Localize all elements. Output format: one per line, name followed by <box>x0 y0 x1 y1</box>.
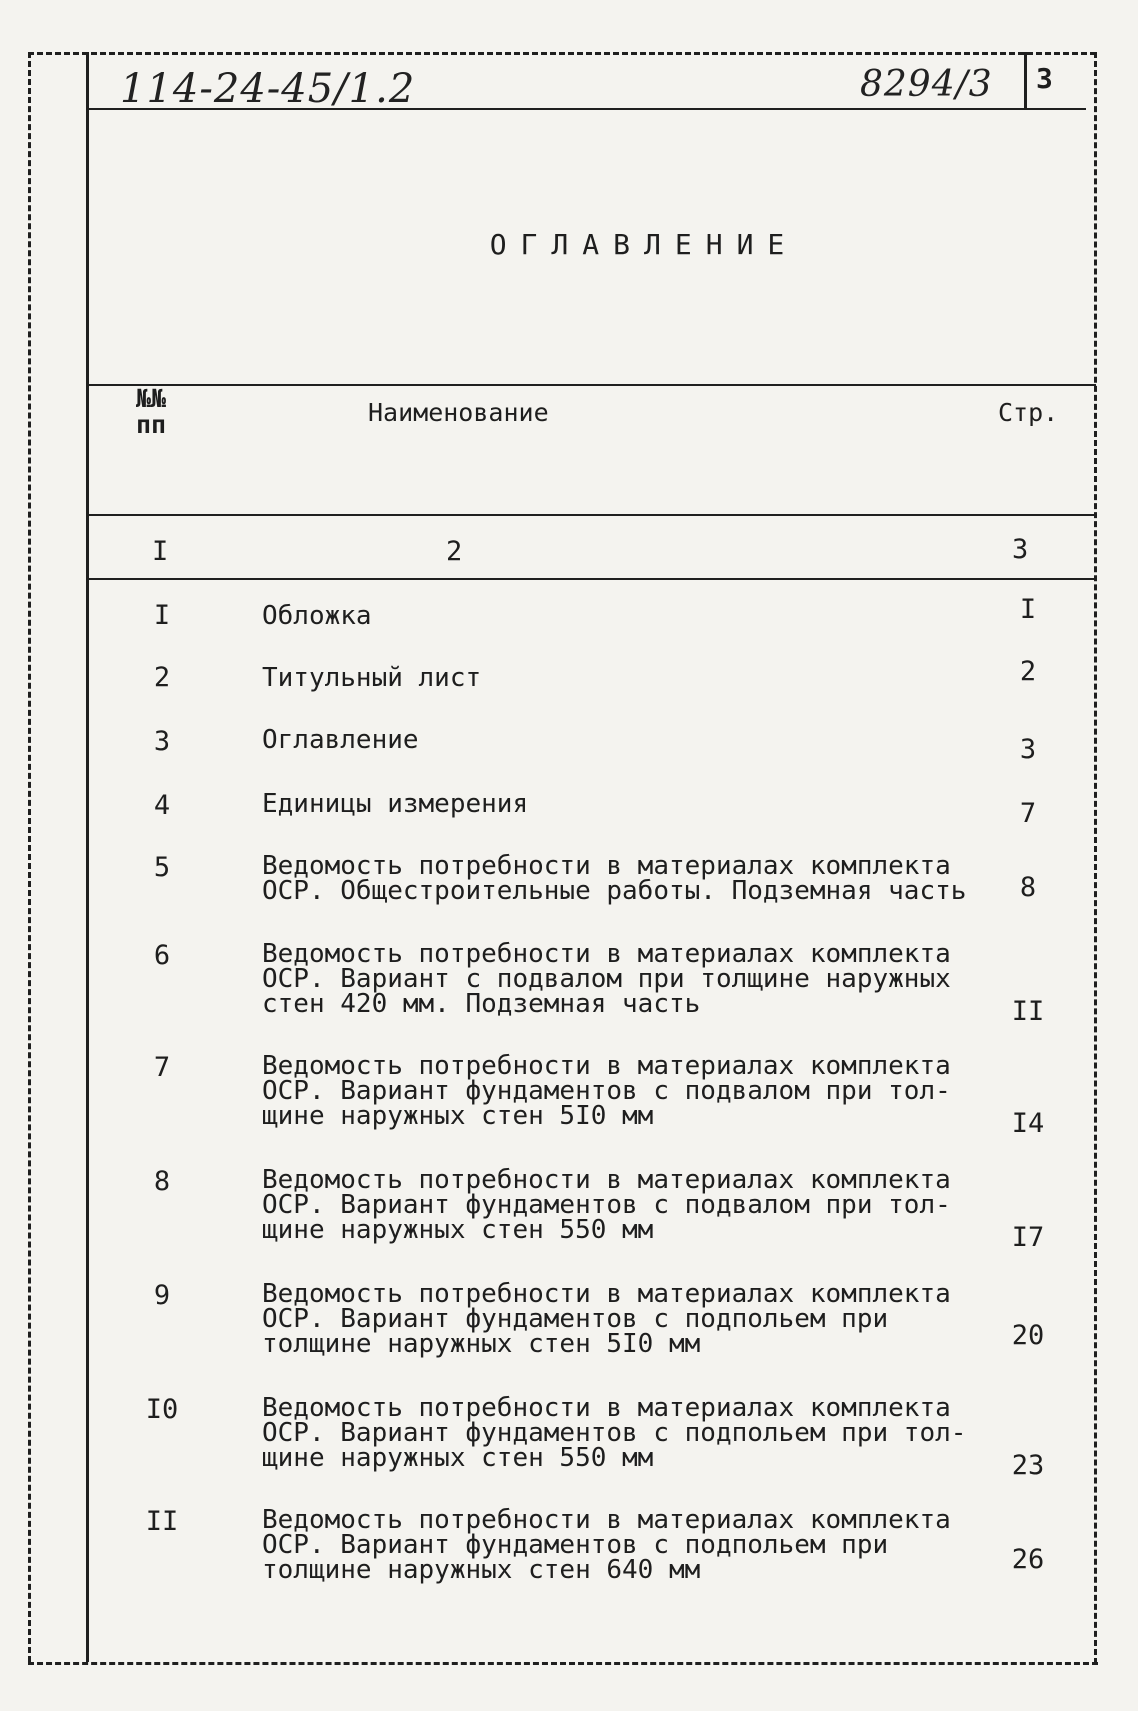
column-number-3: 3 <box>1012 534 1029 565</box>
row-title: Единицы измерения <box>262 789 529 819</box>
page-title: ОГЛАВЛЕНИЕ <box>489 228 799 261</box>
row-title: Ведомость потребности в материалах комплекта ОСР. Вариант фундаментов с подпольем при тол- щине наружных стен 550 мм <box>262 1393 967 1473</box>
sheet-box-left <box>1024 52 1027 108</box>
inner-margin-line <box>86 52 89 1662</box>
column-header-number: №№ пп <box>136 384 167 439</box>
row-page: 2 <box>1019 656 1037 687</box>
row-page: I <box>1019 594 1037 625</box>
column-header-name: Наименование <box>368 398 549 427</box>
row-number: 9 <box>153 1280 171 1311</box>
row-number: I <box>153 600 171 631</box>
row-page: I4 <box>1011 1108 1045 1139</box>
row-page: 3 <box>1019 734 1037 765</box>
row-title: Оглавление <box>262 725 419 755</box>
frame-bottom-border <box>28 1662 1098 1665</box>
table-top-line <box>86 384 1096 386</box>
row-title: Обложка <box>262 601 372 631</box>
row-title: Ведомость потребности в материалах комплекта ОСР. Вариант фундаментов с подпольем при толщине наружных стен 5I0 мм <box>262 1279 951 1359</box>
row-number: 3 <box>153 726 171 757</box>
row-number: II <box>145 1506 179 1537</box>
frame-left-border <box>28 52 31 1662</box>
row-title: Ведомость потребности в материалах комплекта ОСР. Вариант фундаментов с подвалом при тол- щине наружных стен 5I0 мм <box>262 1051 951 1131</box>
row-number: 2 <box>153 662 171 693</box>
row-title: Ведомость потребности в материалах комплекта ОСР. Вариант фундаментов с подпольем при толщине наружных стен 640 мм <box>262 1505 951 1585</box>
row-page: I7 <box>1011 1222 1045 1253</box>
row-number: 6 <box>153 940 171 971</box>
row-title: Ведомость потребности в материалах комплекта ОСР. Общестроительные работы. Подземная часть <box>262 851 967 906</box>
row-page: 8 <box>1019 872 1037 903</box>
row-number: 4 <box>153 790 171 821</box>
inventory-number: 8294/3 <box>860 64 993 105</box>
row-title: Ведомость потребности в материалах комплекта ОСР. Вариант фундаментов с подвалом при тол- щине наружных стен 550 мм <box>262 1165 951 1245</box>
row-page: 7 <box>1019 798 1037 829</box>
row-number: I0 <box>145 1394 179 1425</box>
column-header-page: Стр. <box>998 398 1059 427</box>
row-number: 8 <box>153 1166 171 1197</box>
row-number: 5 <box>153 852 171 883</box>
table-colnum-line <box>86 578 1096 580</box>
row-title: Титульный лист <box>262 663 482 693</box>
row-page: 26 <box>1011 1544 1045 1575</box>
frame-top-border <box>28 52 1096 55</box>
row-page: II <box>1011 996 1045 1027</box>
column-number-1: I <box>152 536 169 567</box>
row-title: Ведомость потребности в материалах комплекта ОСР. Вариант с подвалом при толщине наружных стен 420 мм. Подземная часть <box>262 939 951 1019</box>
row-page: 20 <box>1011 1320 1045 1351</box>
row-page: 23 <box>1011 1450 1045 1481</box>
column-number-2: 2 <box>446 536 463 567</box>
document-designation: 114-24-45/1.2 <box>120 66 416 112</box>
frame-right-border <box>1094 52 1097 1664</box>
sheet-number: 3 <box>1036 62 1053 95</box>
row-number: 7 <box>153 1052 171 1083</box>
table-header-line <box>86 514 1096 516</box>
